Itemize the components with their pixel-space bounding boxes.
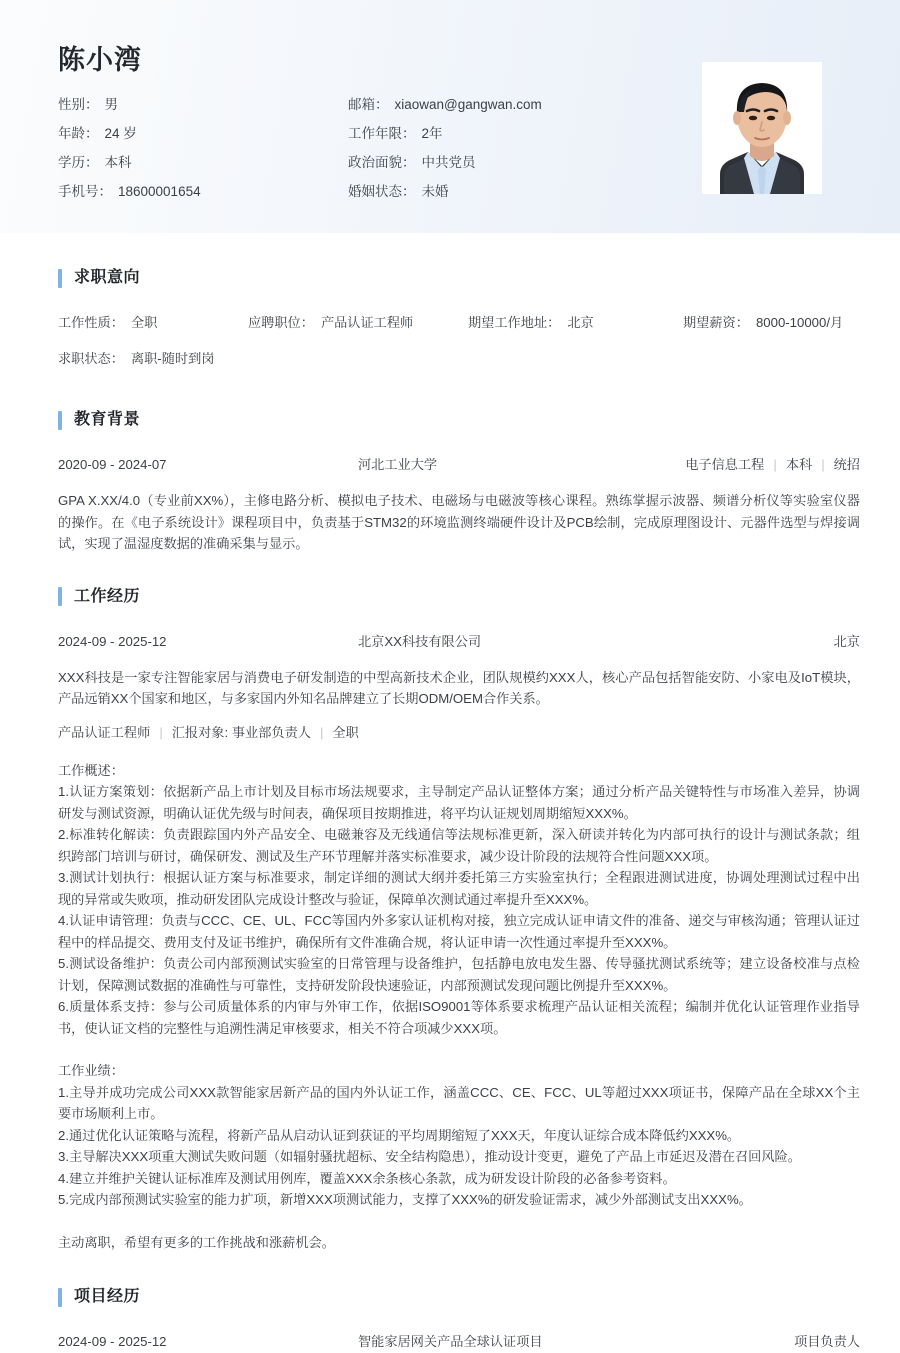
work-achievement-item: 3.主导解决XXX项重大测试失败问题（如辐射骚扰超标、安全结构隐患），推动设计变更，避免了产品上市延迟及潜在召回风险。 [58, 1149, 801, 1164]
education-admission: 统招 [833, 457, 860, 472]
meta-separator-icon: | [159, 724, 163, 740]
info-item-email [348, 94, 702, 116]
avatar [702, 62, 822, 194]
personal-info-grid [58, 94, 702, 203]
header-left-column [40, 46, 702, 203]
work-achievement-item: 2.通过优化认证策略与流程，将新产品从启动认证到获证的平均周期缩短了XXX天，年度认证综合成本降低约XXX%。 [58, 1127, 741, 1143]
meta-separator-icon: | [821, 457, 825, 472]
info-item-work-years [348, 123, 702, 145]
section-project-experience [40, 1253, 860, 1353]
work-company: 北京XX科技有限公司 [358, 633, 482, 649]
work-overview-item: 2.标准转化解读：负责跟踪国内外产品安全、电磁兼容及无线通信等法规标准更新，深入研读并转化为内部可执行的设计与测试条款；组织跨部门培训与研讨，确保研发、测试及生产环节理解并落实标准要求，减少设计阶段的法规符合性问题XXX项。 [58, 827, 860, 864]
work-achievement-heading: 工作业绩： [58, 1063, 124, 1078]
project-name: 智能家居网关产品全球认证项目 [358, 1334, 543, 1349]
value-expected-salary: 8000-10000/月 [755, 315, 844, 330]
info-item-gender [58, 94, 348, 116]
work-overview-item: 3.测试计划执行：根据认证方案与标准要求，制定详细的测试大纲并委托第三方实验室执行；全程跟进测试进度，协调处理测试过程中出现的异常或失败项，推动研发团队完成设计整改与验证，保障单次测试通过率提升至XXX%。 [58, 870, 860, 907]
section-title-work-experience: 工作经历 [74, 587, 141, 605]
work-achievement-item: 1.主导并成功完成公司XXX款智能家居新产品的国内外认证工作，涵盖CCC、CE、FCC、UL等超过XXX项证书，保障产品在全球XX个主要市场顺利上市。 [58, 1084, 860, 1121]
info-label-email: 邮箱： [348, 96, 389, 112]
work-overview-heading: 工作概述： [58, 762, 124, 778]
work-overview-item: 5.测试设备维护：负责公司内部预测试实验室的日常管理与设备维护，包括静电放电发生器、传导骚扰测试系统等；建立设备校准与点检计划，保障测试数据的准确性与可靠性，支持研发阶段快速验证，内部预测试发现问题比例提升至XXX%。 [58, 956, 860, 993]
value-target-location: 北京 [567, 315, 594, 330]
label-job-status: 求职状态： [58, 351, 124, 366]
value-target-position: 产品认证工程师 [320, 315, 414, 330]
section-body-project-experience [40, 1309, 860, 1353]
resume-content [0, 233, 900, 1353]
work-achievement-block [58, 1060, 860, 1211]
label-job-nature: 工作性质： [58, 315, 124, 330]
section-body-job-intention [40, 290, 860, 370]
section-job-intention [40, 233, 860, 370]
work-achievement-item: 5.完成内部预测试实验室的能力扩项，新增XXX项测试能力，支撑了XXX%的研发验证需求，减少外部测试支出XXX%。 [58, 1192, 752, 1207]
field-expected-salary [683, 312, 843, 334]
accent-bar-icon [58, 269, 62, 288]
work-date: 2024-09 - 2025-12 [58, 633, 167, 649]
work-overview-item: 1.认证方案策划：依据新产品上市计划及目标市场法规要求，主导制定产品认证整体方案；通过分析产品关键特性与市场准入差异，协调研发与测试资源，明确认证优先级与时间表，确保项目按期推进，将平均认证规划周期缩短XXX%。 [58, 784, 860, 821]
accent-bar-icon [58, 411, 62, 430]
value-job-nature: 全职 [130, 315, 158, 330]
info-value-political-status: 中共党员 [421, 154, 476, 170]
education-entry-head [58, 454, 860, 476]
info-label-age: 年龄： [58, 125, 99, 141]
work-overview-item: 4.认证申请管理：负责与CCC、CE、UL、FCC等国内外多家认证机构对接，独立完成认证申请文件的准备、递交与审核沟通；管理认证过程中的样品提交、费用支付及证书维护，确保所有文件准确合规，将认证申请一次性通过率提升至XXX%。 [58, 913, 860, 950]
section-title-job-intention: 求职意向 [74, 269, 141, 286]
field-target-position [248, 312, 468, 334]
info-value-phone: 18600001654 [118, 183, 201, 199]
section-body-education [40, 432, 860, 555]
resume-header [0, 0, 900, 233]
info-item-marital-status [348, 181, 702, 203]
info-value-education: 本科 [104, 154, 132, 170]
section-header-work-experience [58, 585, 860, 609]
work-overview-block [58, 760, 860, 1040]
work-position-meta [58, 722, 860, 743]
education-description: GPA X.XX/4.0（专业前XX%），主修电路分析、模拟电子技术、电磁场与电磁波等核心课程。熟练掌握示波器、频谱分析仪等实验室仪器的操作。在《电子系统设计》课程项目中，负责基于STM32的环境监测终端硬件设计及PCB绘制，完成原理图设计、元器件选型与焊接调试，实现了温湿度数据的准确采集与显示。 [58, 493, 860, 551]
spacer [58, 1039, 860, 1060]
section-education [40, 370, 860, 555]
info-item-education [58, 152, 348, 174]
education-school: 河北工业大学 [358, 457, 438, 472]
portrait-photo-icon [702, 62, 822, 194]
work-company-intro: XXX科技是一家专注智能家居与消费电子研发制造的中型高新技术企业，团队规模约XXX人，核心产品包括智能安防、小家电及IoT模块，产品远销XX个国家和地区，与多家国内外知名品牌建立了长期ODM/OEM合作关系。 [58, 669, 860, 706]
info-label-education: 学历： [58, 154, 99, 170]
section-header-job-intention [58, 266, 860, 290]
section-header-education [58, 408, 860, 432]
work-entry-head [58, 631, 860, 653]
info-value-gender: 男 [104, 96, 118, 112]
info-label-political-status: 政治面貌： [348, 154, 416, 170]
info-value-age: 24 岁 [104, 125, 137, 141]
section-header-project-experience [58, 1285, 860, 1309]
info-value-email: xiaowan@gangwan.com [394, 96, 542, 112]
meta-separator-icon: | [773, 457, 777, 472]
label-target-location: 期望工作地址： [468, 315, 561, 330]
info-item-political-status [348, 152, 702, 174]
section-body-work-experience [40, 609, 860, 1254]
info-label-gender: 性别： [58, 96, 99, 112]
accent-bar-icon [58, 1288, 62, 1307]
work-position: 产品认证工程师 [58, 724, 151, 740]
field-job-status [58, 348, 214, 370]
field-target-location [468, 312, 683, 334]
education-meta [685, 454, 860, 476]
field-job-nature [58, 312, 248, 334]
value-job-status: 离职-随时到岗 [130, 351, 215, 366]
work-location: 北京 [833, 633, 860, 649]
section-title-education: 教育背景 [74, 411, 141, 428]
job-intention-row-2 [58, 348, 860, 370]
meta-separator-icon: | [319, 724, 324, 740]
education-degree: 本科 [785, 457, 813, 472]
info-item-phone [58, 181, 348, 203]
page-title: 陈小湾 [58, 45, 142, 75]
work-achievement-item: 4.建立并维护关键认证标准库及测试用例库，覆盖XXX余条核心条款，成为研发设计阶段的必备参考资料。 [58, 1170, 676, 1186]
info-label-marital-status: 婚姻状态： [348, 183, 416, 199]
info-item-age [58, 123, 348, 145]
education-major: 电子信息工程 [685, 457, 765, 472]
info-value-marital-status: 未婚 [421, 183, 449, 199]
work-report-to: 汇报对象: 事业部负责人 [171, 724, 311, 740]
label-target-position: 应聘职位： [248, 315, 314, 330]
project-entry-head [58, 1331, 860, 1353]
education-date: 2020-09 - 2024-07 [58, 457, 167, 472]
work-job-type: 全职 [332, 724, 359, 740]
accent-bar-icon [58, 587, 62, 606]
info-label-phone: 手机号： [58, 183, 112, 199]
project-role: 项目负责人 [794, 1334, 860, 1349]
job-intention-row-1 [58, 312, 860, 334]
project-date: 2024-09 - 2025-12 [58, 1334, 167, 1349]
info-label-work-years: 工作年限： [348, 125, 416, 141]
section-title-project-experience: 项目经历 [74, 1288, 141, 1305]
section-work-experience [40, 555, 860, 1254]
work-overview-item: 6.质量体系支持：参与公司质量体系的内审与外审工作，依据ISO9001等体系要求梳理产品认证相关流程；编制并优化认证管理作业指导书，使认证文档的完整性与追溯性满足审核要求，相关不符合项减少XXX项。 [58, 999, 860, 1036]
spacer [58, 1211, 860, 1232]
work-leave-reason: 主动离职，希望有更多的工作挑战和涨薪机会。 [58, 1234, 335, 1250]
info-value-work-years: 2年 [421, 125, 443, 141]
label-expected-salary: 期望薪资： [683, 315, 749, 330]
